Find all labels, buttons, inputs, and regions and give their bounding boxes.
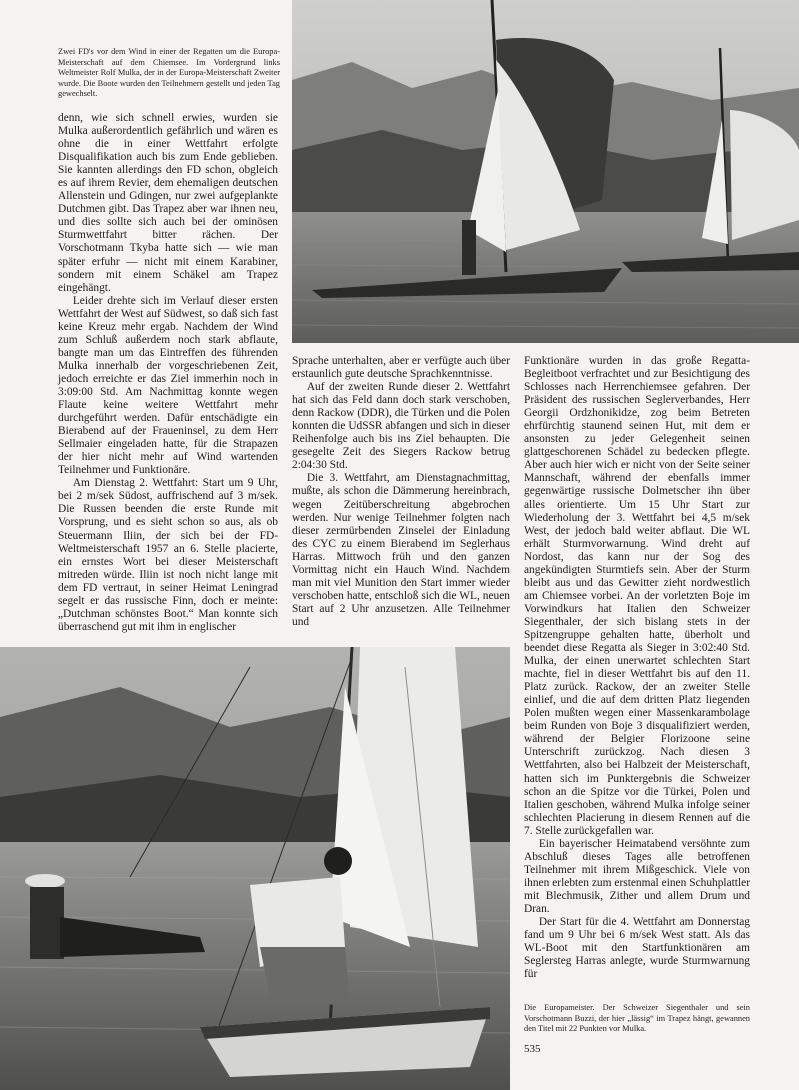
- top-photo-scene: [292, 0, 799, 343]
- page-number: 535: [524, 1043, 541, 1055]
- bottom-sailing-photo: [0, 647, 510, 1090]
- paragraph: Der Start für die 4. Wettfahrt am Donnerstag fand um 9 Uhr bei 6 m/sek West statt. Als das WL-Boot mit den Startfunktionären am Seglersteg Harras anlegte, wurde Sturmwarnung für: [524, 916, 750, 981]
- paragraph: Sprache unterhalten, aber er verfügte auch über erstaunlich gute deutsche Sprachkenntnisse.: [292, 355, 510, 381]
- paragraph: Auf der zweiten Runde dieser 2. Wettfahrt hat sich das Feld dann doch stark verschoben, denn Rackow (DDR), die Türken und die Polen konnten die UdSSR abfangen und sich in dieser Reihenfolge auch bis ins Ziel behaupten. Die gesegelte Zeit des Siegers Rackow betrug 2:04:30 Std.: [292, 381, 510, 472]
- bottom-photo-scene: [0, 647, 510, 1090]
- text-column-left: [58, 112, 278, 634]
- paragraph: Leider drehte sich im Verlauf dieser ersten Wettfahrt der West auf Südwest, so daß sich fast keine Kreuz mehr ergab. Nachdem der Wind zum Schluß außerdem noch stark abflaute, bangte man um das Eintreffen des führenden Mulka innerhalb der vorgeschriebenen Zeit, jedoch erreichte er das Ziel immerhin noch in 3:09:00 Std. Am Nachmittag konnte wegen Flaute keine weitere Wettfahrt mehr durchgeführt werden. Dafür entschädigte ein Bierabend auf der Fraueninsel, zu dem Herr Sellmaier eingeladen hatte, für die Strapazen der hier nicht mehr auf Wind wartenden Teilnehmer und Funktionäre.: [58, 294, 278, 477]
- paragraph: Die 3. Wettfahrt, am Dienstagnachmittag, mußte, als schon die Dämmerung hereinbrach, wegen Zeitüberschreitung abgebrochen werden. Nur wenige Teilnehmer folgten nach dieser zermürbenden Zinselei der Einladung des CYC zu einem Bierabend im Seglerhaus Harras. Mittwoch früh und den ganzen Vormittag nicht ein Hauch Wind. Nachdem man mit viel Munition den Start immer wieder verschoben hatte, entschloß sich die WL, neuen Start auf 2 Uhr anzusetzen. Alle Teilnehmer und: [292, 472, 510, 628]
- paragraph: denn, wie sich schnell erwies, wurden sie Mulka außerordentlich gefährlich und wären es ohne die in einer Wettfahrt erfolgte Disqualifikation auch bis zum Ende geblieben. Sie kannten allerdings den FD schon, obgleich es auf ihrem Revier, dem ehemaligen deutschen Allenstein und Gdingen, nur zwei aufgeplankte Dutchmen gibt. Das Trapez aber war ihnen neu, und dies sollte sich auch bei der ominösen Sturmwettfahrt bitter rächen. Der Vorschotmann Tkyba hatte sich — wie man später erfuhr — nicht mit einem Karabiner, sondern mit einem Schäkel am Trapez eingehängt.: [58, 112, 278, 294]
- paragraph: Ein bayerischer Heimatabend versöhnte zum Abschluß dieses Tages alle betroffenen Teilnehmer mit ihrem Mißgeschick. Viele von ihnen erlebten zum erstenmal einen Schuhplattler mit Blechmusik, Zither und allem Drum und Dran.: [524, 837, 750, 915]
- text-column-right: [524, 355, 750, 981]
- bottom-photo-caption: Die Europameister. Der Schweizer Siegenthaler und sein Vorschotmann Buzzi, der hier „lässig“ im Trapez hängt, gewannen den Titel mit 22 Punkten vor Mulka.: [524, 1003, 750, 1034]
- top-sailing-photo: [292, 0, 799, 343]
- text-column-middle: [292, 355, 510, 629]
- paragraph: Am Dienstag 2. Wettfahrt: Start um 9 Uhr, bei 2 m/sek Südost, auffrischend auf 3 m/sek. Die Russen beenden die erste Runde mit Vorsprung, und es sieht schon so aus, als ob Steuermann Iliin, der sich bei der FD-Weltmeisterschaft 1957 an 6. Stelle placierte, ein ernstes Wort bei dieser Meisterschaft mitreden würde. Iliin ist noch nicht lange mit dem FD vertraut, in seiner Heimat Leningrad segelt er das russische Finn, doch er meinte: „Dutchman schönstes Boot.“ Man konnte sich überraschend gut mit ihm in englischer: [58, 477, 278, 633]
- paragraph: Funktionäre wurden in das große Regatta-Begleitboot verfrachtet und zur Besichtigung des Schlosses nach Herrenchiemsee gefahren. Der Präsident des russischen Seglerverbandes, Herr Georgii Ordzhonikidze, zog beim Betreten ehrfürchtig staunend seinen Hut, mit dem er ansonsten zu jeder Gelegenheit seinen glattgeschorenen Schädel zu bedecken pflegte. Aber auch hier wich er nicht von der Seite seiner Mannschaft, während der ebenfalls immer gegenwärtige russische Dolmetscher ihn über alles orientierte. Um 15 Uhr Start zur Wiederholung der 3. Wettfahrt bei 4,5 m/sek West, der jedoch bald weiter abflaut. Die WL erhält Sturmvorwarnung. Wind dreht auf Nordost, das kann nur der Sog des angekündigten Sturmtiefs sein. Aber der Sturm bleibt aus und das Gewitter zieht nordwestlich am Chiemsee vorbei. An der vorletzten Boje im Vorwindkurs hat Italien den Schweizer Siegenthaler, der sich bislang stets in der Spitzengruppe gehalten hatte, überholt und beendet diese Regatta als Sieger in 3:02:40 Std. Mulka, der einen unerwartet schlechten Start machte, fiel in dieser Wettfahrt bis auf den 11. Platz zurück. Rackow, der an zweiter Stelle einlief, und die auf dem dritten Platz liegenden Polen mußten wegen einer Massenkarambolage beim Runden von Boje 3 disqualifiziert werden, während der Belgier Florizoone seine Unterschrift zurückzog. Nach diesen 3 Wettfahrten, also bei Halbzeit der Meisterschaft, hatten sich im Punktergebnis die Schweizer schon an die Spitze vor die Türkei, Polen und Italien geschoben, während Mulka infolge seiner schlechten Placierung in diesem Rennen auf die 7. Stelle zurückgefallen war.: [524, 355, 750, 837]
- top-photo-caption: Zwei FD's vor dem Wind in einer der Regatten um die Europa-Meisterschaft auf dem Chiemsee. Im Vordergrund links Weltmeister Rolf Mulka, der in der Europa-Meisterschaft Zweiter wurde. Die Boote wurden den Teilnehmern gestellt und jeden Tag gewechselt.: [58, 47, 280, 99]
